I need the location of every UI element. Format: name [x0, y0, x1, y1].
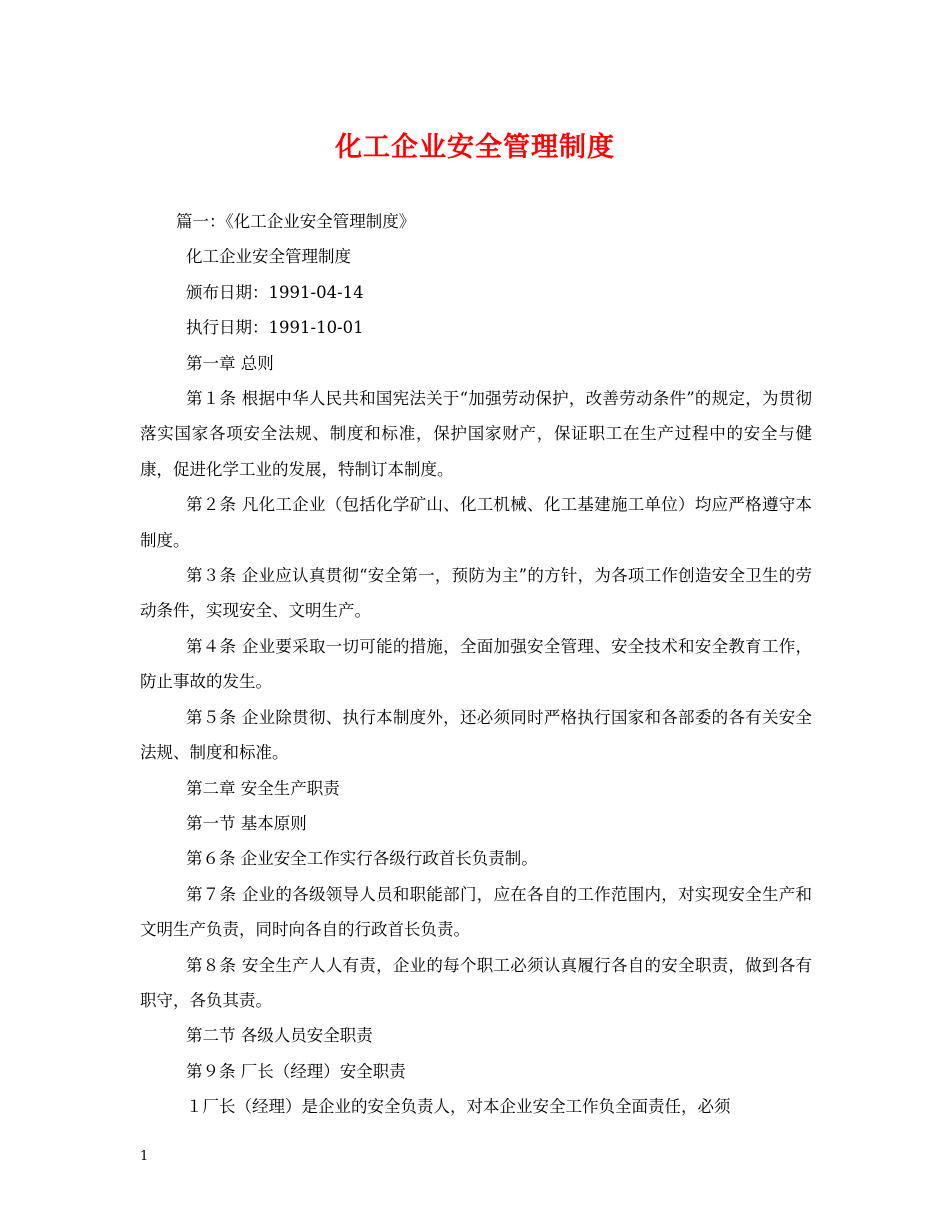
paragraph: 第２条 凡化工企业（包括化学矿山、化工机械、化工基建施工单位）均应严格遵守本制度。: [140, 495, 812, 550]
paragraph: 第一章 总则: [186, 353, 274, 373]
paragraph: 第６条 企业安全工作实行各级行政首长负责制。: [186, 849, 538, 869]
paragraph: 第二节 各级人员安全职责: [186, 1026, 373, 1046]
paragraph: １厂长（经理）是企业的安全负责人，对本企业安全工作负全面责任，必须: [186, 1097, 731, 1117]
paragraph: 篇一：《化工企业安全管理制度》: [176, 212, 416, 231]
document-body: [140, 204, 812, 1125]
paragraph: 第３条 企业应认真贯彻“安全第一，预防为主”的方针，为各项工作创造安全卫生的劳动条件，实现安全、文明生产。: [140, 566, 812, 621]
paragraph: 第１条 根据中华人民共和国宪法关于“加强劳动保护，改善劳动条件”的规定，为贯彻落实国家各项安全法规、制度和标准，保护国家财产，保证职工在生产过程中的安全与健康，促进化学工业的发展，特制订本制度。: [140, 389, 812, 479]
page-number: 1: [140, 1149, 149, 1164]
paragraph: 第８条 安全生产人人有责，企业的每个职工必须认真履行各自的安全职责，做到各有职守，各负其责。: [140, 955, 812, 1010]
paragraph: 颁布日期：1991-04-14: [186, 282, 364, 302]
paragraph: 执行日期：1991-10-01: [186, 318, 364, 338]
paragraph: 化工企业安全管理制度: [186, 247, 351, 267]
document-title: 化工企业安全管理制度: [335, 132, 615, 163]
paragraph: 第５条 企业除贯彻、执行本制度外，还必须同时严格执行国家和各部委的各有关安全法规、制度和标准。: [140, 707, 812, 763]
paragraph: 第一节 基本原则: [186, 813, 307, 833]
paragraph: 第９条 厂长（经理）安全职责: [186, 1061, 406, 1081]
paragraph: 第７条 企业的各级领导人员和职能部门，应在各自的工作范围内，对实现安全生产和文明生产负责，同时向各自的行政首长负责。: [140, 884, 812, 940]
paragraph: 第４条 企业要采取一切可能的措施，全面加强安全管理、安全技术和安全教育工作，防止事故的发生。: [140, 636, 812, 692]
paragraph: 第二章 安全生产职责: [186, 778, 340, 798]
